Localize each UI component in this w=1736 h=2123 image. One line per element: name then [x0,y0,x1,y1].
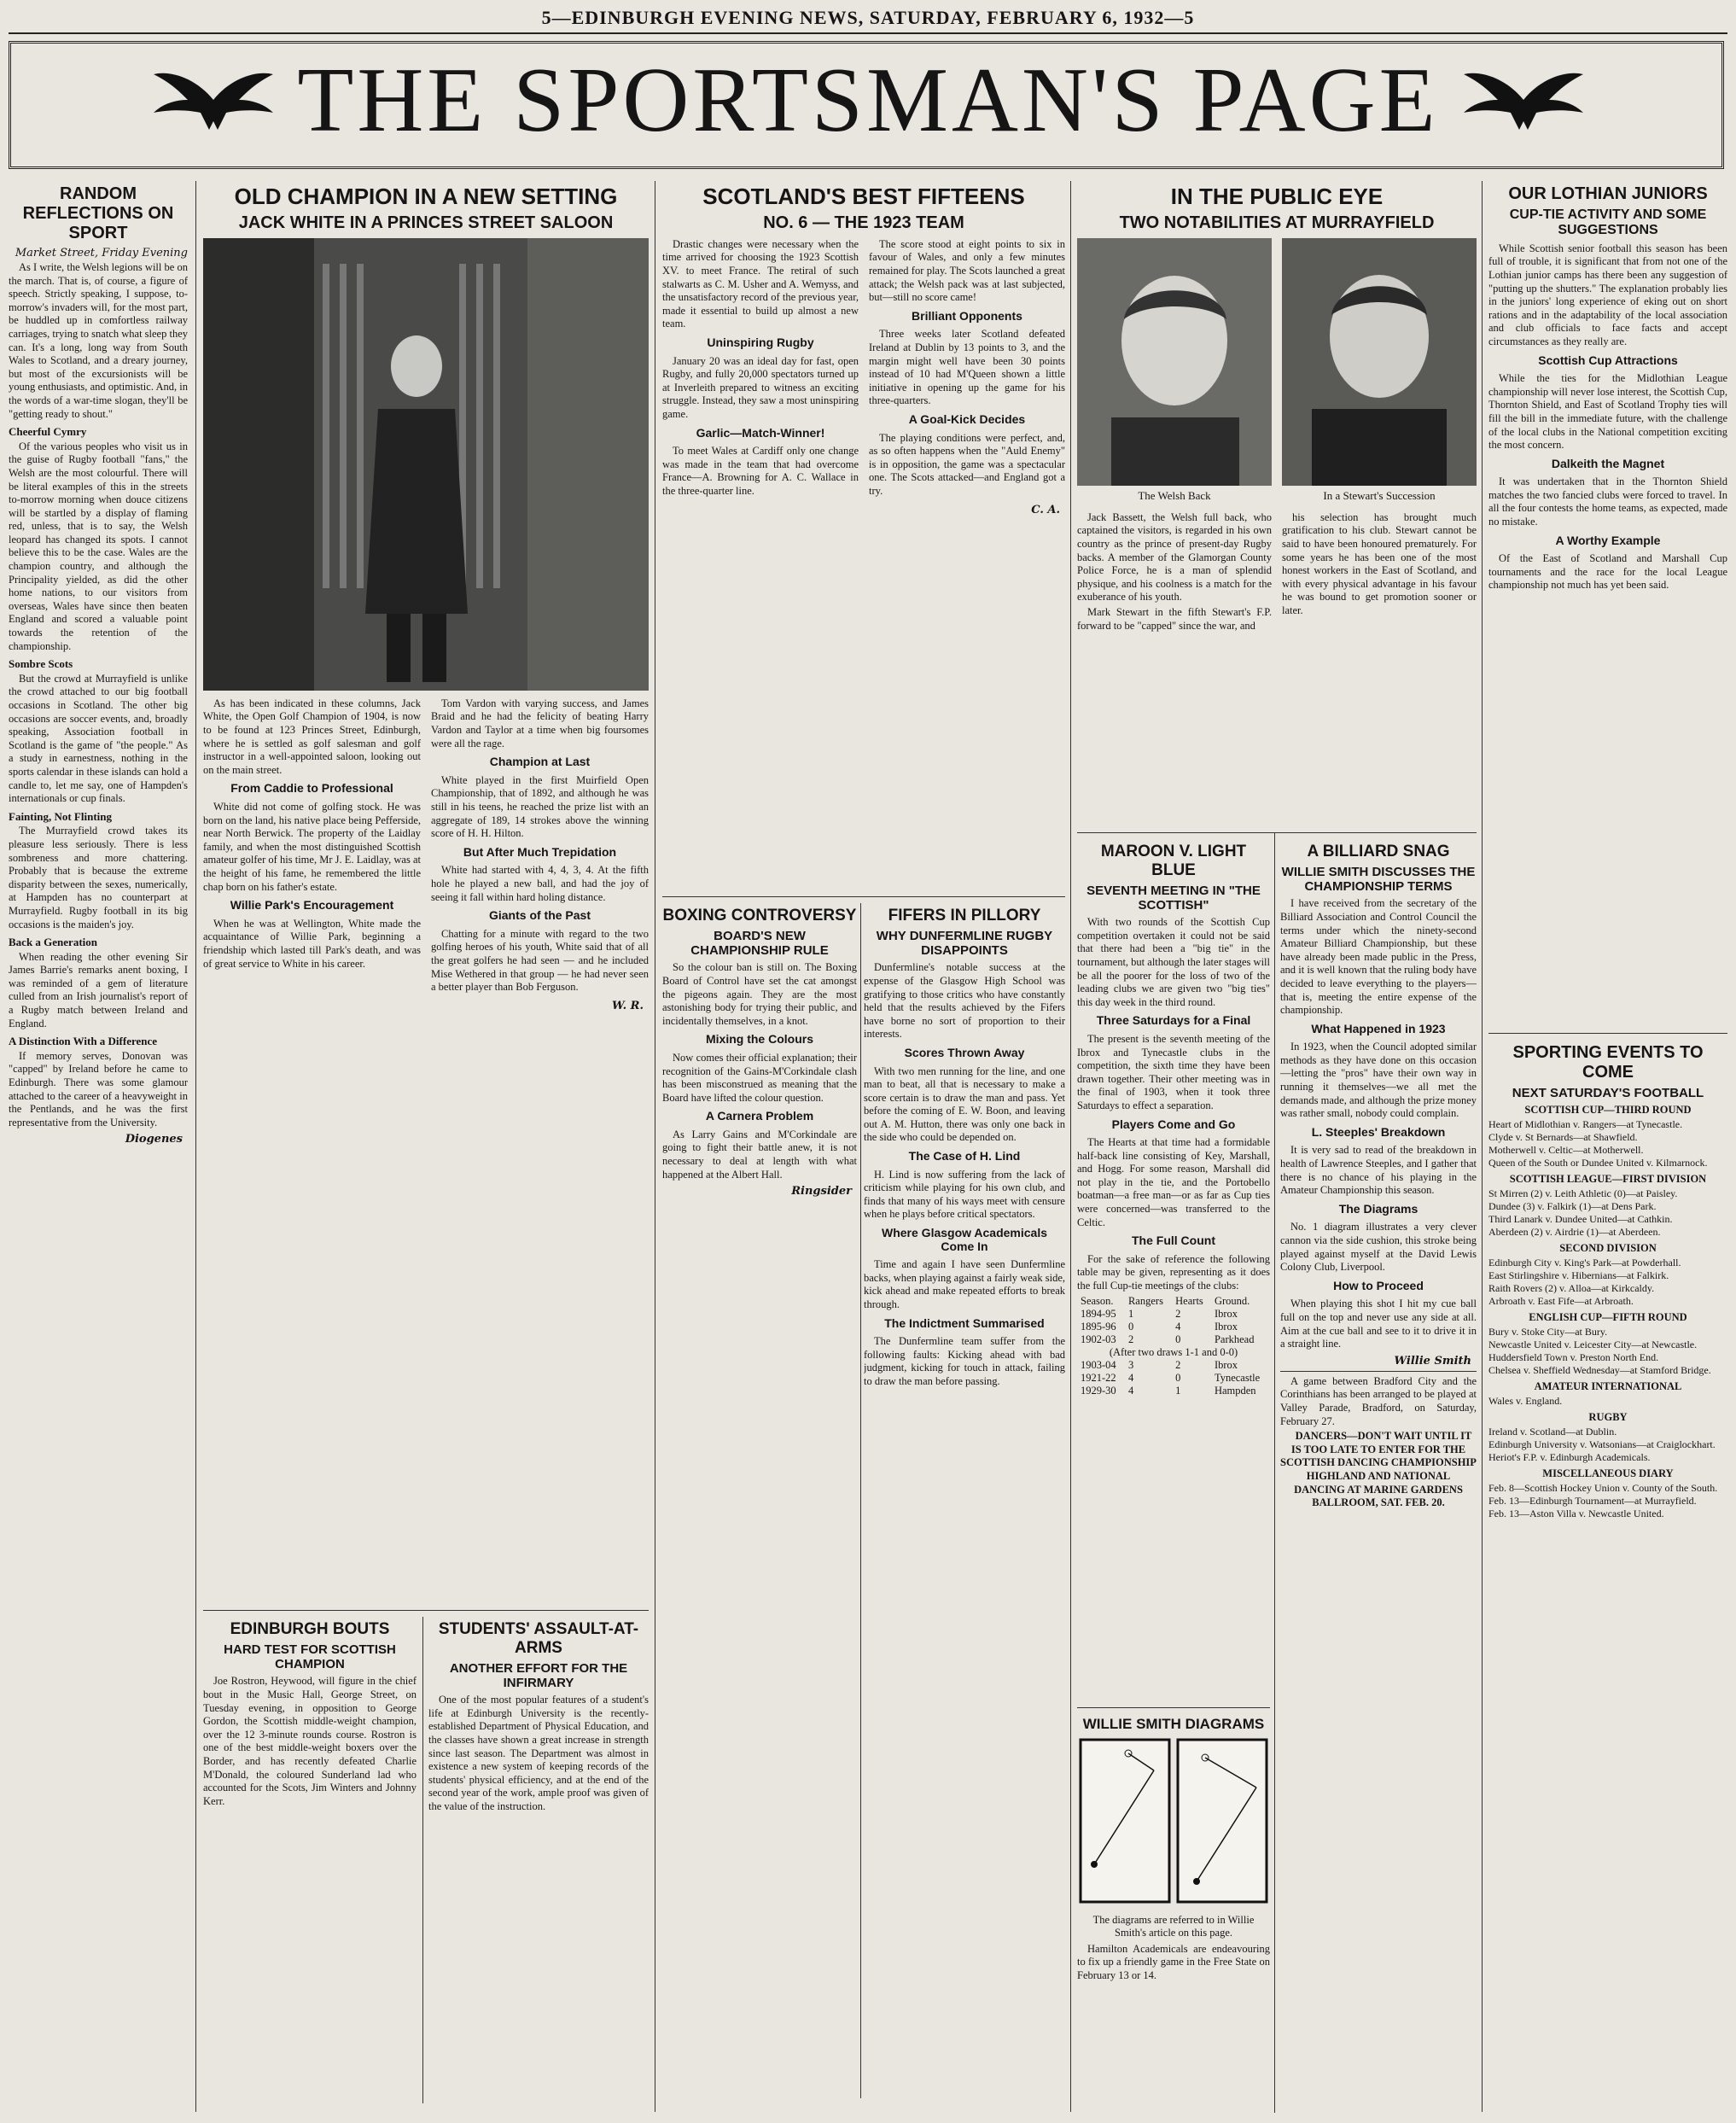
section-text: White played in the first Muirfield Open Championship, that of 1892, and although he was still in his teens, he reached the prize list with an aggregate of 189, 14 strokes above the winning score of H. H. Hilton. [431,773,649,840]
table-row [1077,1385,1270,1397]
section-title: The Indictment Summarised [884,1315,1045,1330]
fixtures-heading: RUGBY [1588,1411,1628,1424]
sporting-events-listing [1488,1040,1727,2107]
headline: A BILLIARD SNAG [1307,843,1450,860]
headline: SCOTLAND'S BEST FIFTEENS [702,184,1025,209]
table-cell: 3 [1127,1358,1134,1371]
section-text: As Larry Gains and M'Corkindale are going to fight their battle anew, it is not necessary to deal at length with what happened at the Albert Hall. [662,1128,857,1181]
table-cell: 0 [1175,1371,1181,1384]
dateline: Market Street, Friday Evening [15,247,188,260]
section-title: Where Glasgow Academicals Come In [882,1226,1047,1253]
section-text: To meet Wales at Cardiff only one change was made in the team that had overcome France—A. Browning for A. C. Wallace in the three-quarter line. [662,445,859,497]
stewart-photo [1282,238,1477,486]
list-item: Heriot's F.P. v. Edinburgh Academicals. [1488,1451,1651,1464]
fixtures-heading: SCOTTISH LEAGUE—FIRST DIVISION [1509,1173,1707,1186]
list-item: Edinburgh University v. Watsonians—at Craiglockhart. [1488,1438,1716,1451]
article-body [1077,916,1270,1292]
table-row [1077,1321,1270,1333]
list-item: Huddersfield Town v. Preston North End. [1488,1351,1659,1364]
table-row [1077,1359,1270,1372]
section-title: Mixing the Colours [706,1032,813,1047]
fixtures-heading: SCOTTISH CUP—THIRD ROUND [1524,1104,1692,1117]
section-title: Garlic—Match-Winner! [696,425,825,440]
table-header-row [1077,1295,1270,1308]
headline: FIFERS IN PILLORY [888,907,1041,924]
ad-text: DANCERS—DON'T WAIT UNTIL IT IS TOO LATE TO ENTER FOR THE SCOTTISH DANCING CHAMPIONSHIP HIGHLAND AND NATIONAL DANCING AT MARINE GARDENS BALLROOM, SAT. FEB. 20. [1280,1430,1477,1509]
article-best-fifteens [662,181,1065,889]
subheadline: HARD TEST FOR SCOTTISH CHAMPION [224,1642,396,1672]
section-text: It is very sad to read of the breakdown in health of Lawrence Steeples, and I gather that there is no chance of his playing in the Amateur Championship this season. [1280,1144,1477,1197]
section-text: The playing conditions were perfect, and, as so often happens when the "Auld Enemy" is in opposition, the game was a spectacular one. The Scots attacked—and England got a try. [869,431,1065,497]
table-cell: (After two draws 1-1 and 0-0) [1109,1345,1238,1358]
list-item: Ireland v. Scotland—at Dublin. [1488,1426,1617,1438]
byline: Willie Smith [1394,1354,1471,1368]
column-rule [860,903,861,2098]
photo-caption-text: As has been indicated in these columns, Jack White, the Open Golf Champion of 1904, is now to be found at 123 Princes Street, Edinburgh, where he is settled as golf salesman and golf instructor in a well-appointed saloon, looking out on the main street. [203,697,421,776]
photo-block-left [1077,238,1272,506]
photo-caption: In a Stewart's Succession [1323,488,1436,502]
table-cell: 2 [1175,1307,1181,1320]
diagram-caption: The diagrams are referred to in Willie Smith's article on this page. [1092,1913,1255,1939]
diagram-2-ball [1193,1878,1200,1885]
article-edinburgh-bouts [203,1617,417,2103]
diagram-2-table [1178,1740,1267,1902]
fixtures-heading: AMATEUR INTERNATIONAL [1534,1380,1682,1393]
list-item: Feb. 13—Edinburgh Tournament—at Murrayfield. [1488,1495,1697,1508]
headline: EDINBURGH BOUTS [230,1620,390,1638]
article-left-column [662,238,859,500]
subheadline: WHY DUNFERMLINE RUGBY DISAPPOINTS [876,928,1053,959]
page-folio: 5—EDINBURGH EVENING NEWS, SATURDAY, FEBRUARY 6, 1932—5 [541,7,1195,28]
section-text: Of the East of Scotland and Marshall Cup tournaments and the race for the local League championship not much has yet been said. [1488,552,1727,592]
list-item: Raith Rovers (2) v. Alloa—at Kirkcaldy. [1488,1282,1655,1295]
byline: C. A. [1031,503,1060,516]
table-cell: 1 [1175,1384,1181,1397]
headline: BOXING CONTROVERSY [662,907,857,924]
fixtures-heading: SECOND DIVISION [1559,1242,1657,1255]
intro-paragraph: As I write, the Welsh legions will be on the march. That is, of course, a figure of speech. Strictly speaking, I suppose, to-morrow's invaders will, for the most part, be huddled up in comfortless railway carriages, trying to snatch what sleep they can. It's a long, long way from South Wales to Scotland, and a dreary journey, but most of the excursionists will be young enthusiasts, and optimistic. And, in the words of a war-time slogan, they'll be "getting ready to shout." [9,261,188,420]
article-boxing-controversy [662,903,857,1885]
list-item: Newcastle United v. Leicester City—at Newcastle. [1488,1339,1698,1351]
list-item: Wales v. England. [1488,1395,1563,1408]
section-text: January 20 was an ideal day for fast, open Rugby, and fully 20,000 spectators turned up at Inverleith prepared to witness an exciting struggle. Instead, they saw a most uninspiring game. [662,354,859,421]
diagram-1-table [1081,1740,1169,1902]
article-lothian-juniors [1488,181,1727,1035]
article-students-assault [428,1617,649,2103]
jack-white-photo [203,238,649,691]
article-left-column [203,697,421,996]
section-title: How to Proceed [1333,1278,1424,1292]
photo-caption: The Welsh Back [1138,488,1211,502]
article-body [9,261,188,1129]
section-title: From Caddie to Professional [230,781,393,796]
article-text: his selection has brought much gratification to his club. Stewart cannot be said to have been honoured prematurely. For some years he has been one of the most honest workers in the East of Scotland, and with every physical advantage in his favour he was bound to get promotion sooner or later. [1282,510,1477,617]
notes [1280,1371,1477,1510]
note-text: A game between Bradford City and the Corinthians has been arranged to be played at Valley Parade, Bradford, on Saturday, February 27. [1280,1374,1477,1427]
article-right-column [869,238,1065,500]
section-rule [1077,832,1477,833]
section-text: The Murrayfield crowd takes its pleasure less seriously. There is less sombreness and more chattering. Probably that is because the extreme disparity between the sexes, numerically, at Hampden has no counterpart at Murrayfield. Rugby football in its big occasions is the maiden's joy. [9,825,188,930]
table-cell: Ibrox [1214,1307,1238,1320]
list-item: Dundee (3) v. Falkirk (1)—at Dens Park. [1488,1200,1657,1213]
section-text: Time and again I have seen Dunfermline backs, when playing against a fairly weak side, kick ahead and make repeated efforts to break through. [864,1258,1065,1310]
section-text: When playing this shot I hit my cue ball full on the top and never use any side at all. Aim at the cue ball and see to it to drive it in a straight line. [1280,1298,1477,1350]
section-rule [203,1610,649,1611]
photo-block-right [1282,238,1477,506]
subheadline: CUP-TIE ACTIVITY AND SOME SUGGESTIONS [1509,207,1707,238]
column-rule [195,181,196,2112]
section-text: White did not come of golfing stock. He was born on the land, his native place being Pefferside, near North Berwick. The property of the Laidlay family, and when the most distinguished Scottish amateur golfer of his time, Mr J. E. Laidlay, was at the height of his fame, he remembered the little chap born on his father's estate. [203,801,421,893]
subheadline: TWO NOTABILITIES AT MURRAYFIELD [1119,213,1435,232]
list-item: Aberdeen (2) v. Airdrie (1)—at Aberdeen. [1488,1226,1661,1239]
section-text: Chatting for a minute with regard to the two golfing heroes of his youth, White said that of all the great golfers he had seen — and he included Mise Wethered in that group — he had never seen a better player than Bob Ferguson. [431,927,649,994]
section-title: A Carnera Problem [705,1109,814,1123]
diagram-1-ball [1091,1861,1098,1868]
subheadline: ANOTHER EFFORT FOR THE INFIRMARY [449,1660,628,1690]
list-item: Queen of the South or Dundee United v. Kilmarnock. [1488,1157,1708,1169]
article-body [864,961,1065,1388]
section-title: Willie Park's Encouragement [230,898,394,913]
article-maroon-light-blue [1077,839,1270,1693]
subheadline: WILLIE SMITH DISCUSSES THE CHAMPIONSHIP TERMS [1281,864,1476,895]
fixtures-heading: ENGLISH CUP—FIFTH ROUND [1529,1311,1687,1324]
table-cell: 4 [1175,1320,1181,1333]
table-row [1077,1346,1270,1359]
fixtures-heading: MISCELLANEOUS DIARY [1542,1467,1674,1480]
section-text: No. 1 diagram illustrates a very clever cannon via the side cushion, this stroke being played against myself at the David Lewis Colony Club, Liverpool. [1280,1221,1477,1274]
table-cell: 1895-96 [1081,1320,1116,1333]
section-title: The Full Count [1132,1234,1215,1248]
masthead-title: THE SPORTSMAN'S PAGE [297,50,1439,151]
section-text: Of the various peoples who visit us in the guise of Rugby football "fans," the Welsh are the most colourful. There will be literal examples of this in the streets to-morrow morning when douce citizens will be startled by a display of flaming red, unless, that is to say, the Welsh leopard has changed its spots. I cannot believe this to be the case. Wales are the champion country, and although the Principality yielded, as did the other home nations, to our visitors from overseas, Wales have since then beaten England and scored a valuable point towards the retention of the championship. [9,440,188,652]
cup-meetings-table [1077,1295,1270,1397]
section-title: Giants of the Past [488,908,591,923]
headline: SPORTING EVENTS TO COME [1512,1043,1704,1082]
section-text: H. Lind is now suffering from the lack of criticism while playing for his own club, and finds that many of his ways meet with censure when he plays before critical spectators. [864,1168,1065,1221]
article-body [662,961,857,1181]
section-title: Sombre Scots [9,657,73,671]
article-public-eye [1077,181,1477,830]
intro-paragraph: I have received from the secretary of the Billiard Association and Control Council the terms under which the ninety-second Amateur Billiard Championship, but these have already been made public in the Press, and it is well known that the ruling body have decided to leave everything to the players—that is, meeting the entire expense of the championship. [1280,897,1477,1017]
section-title: Fainting, Not Flinting [9,809,112,823]
list-item: Bury v. Stoke City—at Bury. [1488,1326,1608,1339]
table-header: Hearts [1175,1294,1203,1307]
section-title: Uninspiring Rugby [707,335,814,350]
column-rule [1482,181,1483,2112]
table-cell: 0 [1175,1333,1181,1345]
section-text: The present is the seventh meeting of the Ibrox and Tynecastle clubs in the competition, the sixth time they have been drawn together. Their other meeting was in the final of 1903, when it took three Saturdays to effect a separation. [1077,1032,1270,1111]
note-text: Hamilton Academicals are endeavouring to fix up a friendly game in the Free State on February 13 or 14. [1077,1942,1270,1981]
article-text: Mark Stewart in the fifth Stewart's F.P. forward to be "capped" since the war, and [1077,606,1272,632]
continued-text: The score stood at eight points to six in favour of Wales, and only a few minutes remained for play. The Scots launched a great attack; the Welsh pack was at last subjected, but—still no score came! [869,237,1065,304]
intro-paragraph: While Scottish senior football this season has been full of trouble, it is significant that from not one of the Lothian junior camps has there been any suggestion of "putting up the shutters." The explanation probably lies in the juniors' long experience of eking out on short rations and in the adaptability of the local association and club officials to face facts and accept circumstances as they really are. [1488,242,1727,347]
table-header: Season. [1081,1294,1114,1307]
table-cell: 1894-95 [1081,1307,1116,1320]
section-text: For the sake of reference the following table may be given, representing as it does the full Cup-tie meetings of the clubs: [1077,1252,1270,1292]
fixtures-list [1488,1104,1727,1520]
headline: STUDENTS' ASSAULT-AT-ARMS [438,1620,639,1657]
column-random-reflections [9,181,188,2112]
table-row [1077,1372,1270,1385]
section-text: The Dunfermline team suffer from the following faults: Kicking ahead with bad judgment, kicking for touch in attack, failing to draw the man before passing. [864,1335,1065,1387]
headline: RANDOM REFLECTIONS ON SPORT [22,184,174,242]
table-cell: 2 [1127,1333,1134,1345]
table-cell: Ibrox [1214,1358,1238,1371]
signoff: Diogenes [125,1133,183,1146]
list-item: East Stirlingshire v. Hibernians—at Falkirk. [1488,1269,1669,1282]
section-text: White had started with 4, 4, 3, 4. At the fifth hole he played a new ball, and had the joy of seeing it fall within hard holing distance. [431,864,649,903]
section-title: The Case of H. Lind [908,1149,1021,1164]
section-text: When reading the other evening Sir James Barrie's remarks anent boxing, I was reminded of a gem of literature culled from an Irish journalist's report of a Rugby match between Ireland and England. [9,950,188,1029]
table-cell: 4 [1127,1384,1134,1397]
table-cell: 1929-30 [1081,1384,1116,1397]
list-item: Edinburgh City v. King's Park—at Powderhall. [1488,1257,1681,1269]
section-text: But the crowd at Murrayfield is unlike the crowd attached to our big football occasions in Scotland. The other big occasions are soccer events, and, broadly speaking, Association football in Scotland is the game of "the people." As a study in earnestness, nothing in the sports calendar in these islands can hold a candle to, let me say, one of Hampden's internationals or cup finals. [9,672,188,805]
section-title: Back a Generation [9,936,97,949]
table-cell: Parkhead [1214,1333,1255,1345]
column-rule [1274,832,1275,2113]
article-old-champion [203,181,649,1607]
table-cell: Hampden [1214,1384,1256,1397]
continued-text: Tom Vardon with varying success, and James Braid and he had the felicity of beating Harry Vardon and Taylor at a time when big foursomes were all the rage. [431,697,649,749]
section-title: Champion at Last [489,755,591,769]
subheadline: NO. 6 — THE 1923 TEAM [763,213,964,232]
intro-paragraph: With two rounds of the Scottish Cup competition overtaken it could not be said that there had been a "big tie" in the tournament, but although the later stages will be all the poorer for the loss of two of the leading clubs we are given two "big ties" this day week in the third round. [1077,916,1270,1008]
list-item: Third Lanark v. Dundee United—at Cathkin. [1488,1213,1673,1226]
article-left-column [1077,511,1272,634]
notes [1077,1943,1270,1983]
column-rule [422,1617,423,2103]
headline: MAROON V. LIGHT BLUE [1100,843,1247,879]
billiard-diagrams [1077,1736,1270,1907]
table-cell: 2 [1175,1358,1181,1371]
section-title: The Diagrams [1338,1201,1419,1216]
headline: IN THE PUBLIC EYE [1170,184,1384,209]
list-item: Arbroath v. East Fife—at Arbroath. [1488,1295,1634,1308]
table-cell: 1 [1127,1307,1134,1320]
byline: Ringsider [791,1185,852,1199]
section-text: The Hearts at that time had a formidable half-back line consisting of Key, Marshall, and Hogg. For some reason, Marshall did not play in the tie, and the Portobello boatman—a free man—or as far as Cup ties were concerned—was transferred to the Celtic. [1077,1136,1270,1228]
subheadline: NEXT SATURDAY'S FOOTBALL [1512,1086,1704,1100]
column-rule [1070,181,1071,2112]
section-text: Now comes their official explanation; their recognition of the Gains-M'Corkindale clash has been misconstrued as meaning that the Board have lifted the colour question. [662,1051,857,1104]
article-text: One of the most popular features of a student's life at Edinburgh University is the recently-established Department of Physical Education, and the classes have shown a great increase in strength since last season. The Department was almost in existence a new system of keeping records of the students' physical efficiency, and at the end of the second year of the work, ample proof was given of the value of the instruction. [428,1694,649,1812]
section-rule [662,896,1065,897]
list-item: Feb. 13—Aston Villa v. Newcastle United. [1488,1508,1664,1520]
intro-paragraph: Drastic changes were necessary when the time arrived for choosing the 1923 Scottish XV. to meet France. The retiral of such stalwarts as C. M. Usher and A. Wemyss, and the unsatisfactory record of the previous year, made it essential to build up almost a new team. [662,237,859,330]
folio-rule [9,32,1727,34]
byline: W. R. [612,999,644,1012]
table-cell: Ibrox [1214,1320,1238,1333]
list-item: Heart of Midlothian v. Rangers—at Tynecastle. [1488,1118,1683,1131]
list-item: Feb. 8—Scottish Hockey Union v. County of the South. [1488,1482,1718,1495]
table-cell: 0 [1127,1320,1134,1333]
section-text: Three weeks later Scotland defeated Ireland at Dublin by 13 points to 3, and the margin might well have been 30 points instead of 10 had M'Queen shown a little initiative in opening up the game for his three-quarters. [869,328,1065,407]
list-item: Chelsea v. Sheffield Wednesday—at Stamford Bridge. [1488,1364,1711,1377]
section-title: Scores Thrown Away [904,1045,1025,1059]
list-item: St Mirren (2) v. Leith Athletic (0)—at Paisley. [1488,1187,1678,1200]
table-cell: Tynecastle [1214,1371,1261,1384]
section-rule [1077,1707,1270,1708]
section-title: Players Come and Go [1111,1117,1236,1131]
article-fifers-pillory [864,903,1065,2098]
article-body [203,1675,417,1808]
section-title: But After Much Trepidation [463,844,617,859]
table-row [1077,1333,1270,1346]
article-right-column [431,697,649,996]
article-billiard-snag [1280,839,1477,2111]
section-text: While the ties for the Midlothian League championship will never lose interest, the Scottish Cup, Thornton Shield, and East of Scotland Trophy ties will fill the bill in the immediate future, with the challenge of the local clubs in the National competition exciting the most concern. [1488,372,1727,452]
section-title: A Worthy Example [1555,533,1661,547]
headline: WILLIE SMITH DIAGRAMS [1082,1716,1265,1732]
headline: OLD CHAMPION IN A NEW SETTING [234,184,618,209]
article-text: Joe Rostron, Heywood, will figure in the chief bout in the Music Hall, George Street, on Tuesday evening, in opposition to George Gordon, the Scottish middle-weight champion, over the 12 3-minute rounds course. Rostron is one of the best middle-weight boxers over the Border, and has recently defeated Charlie M'Donald, the coloured Sunderland lad who accounted for the Scots, Jim Winters and Johnny Kerr. [203,1675,417,1807]
article-text: Jack Bassett, the Welsh full back, who captained the visitors, is regarded in his own country as the prince of present-day Rugby backs. A member of the Glamorgan County Police Force, he is a man of splendid physique, and his coolness is a match for the exuberance of his youth. [1077,510,1272,604]
section-title: Brilliant Opponents [912,308,1022,323]
section-title: Dalkeith the Magnet [1551,456,1665,470]
section-title: Scottish Cup Attractions [1538,353,1678,367]
table-cell: 4 [1127,1371,1134,1384]
article-body [1488,242,1727,592]
table-row [1077,1308,1270,1321]
article-body [428,1694,649,1813]
list-item: Motherwell v. Celtic—at Motherwell. [1488,1144,1644,1157]
section-text: With two men running for the line, and one man to beat, all that is necessary to make a score certain is to draw the man and pass. Yet before the coming of E. W. Boon, and leaving out A. M. Hutton, there was only one back in the side who could be depended on. [864,1064,1065,1144]
table-cell: 1921-22 [1081,1371,1116,1384]
list-item: Clyde v. St Bernards—at Shawfield. [1488,1131,1638,1144]
diagrams-block [1077,1712,1270,2105]
subheadline: BOARD'S NEW CHAMPIONSHIP RULE [690,928,829,959]
section-title: A Goal-Kick Decides [908,412,1026,427]
section-title: L. Steeples' Breakdown [1311,1124,1446,1139]
intro-paragraph: So the colour ban is still on. The Boxing Board of Control have set the cat amongst the pigeons again. They are the most astonishing body for trying their public, and incidentally themselves, in a knot. [662,961,857,1027]
section-rule [1488,1033,1727,1034]
table-header: Ground. [1214,1294,1250,1307]
section-text: If memory serves, Donovan was "capped" by Ireland before he came to Edinburgh. There was some glamour attached to the career of a heavyweight in the Pentlands, and he was the first representative from the University. [9,1049,188,1129]
section-text: In 1923, when the Council adopted similar methods as they have done on this occasion—letting the "pros" have their own way in running it themselves—we all met the demands made, and although the prize money was rather small, nobody could complain. [1280,1041,1477,1120]
subheadline: SEVENTH MEETING IN "THE SCOTTISH" [1086,883,1261,913]
section-text: It was undertaken that in the Thornton Shield matches the two fancied clubs were forced to travel. In all the four contests the home teams, as expected, made no mistake. [1488,475,1727,528]
section-title: What Happened in 1923 [1311,1021,1446,1035]
table-cell: 1902-03 [1081,1333,1116,1345]
table-header: Rangers [1127,1294,1163,1307]
section-text: When he was at Wellington, White made the acquaintance of Willie Park, beginning a friendship which lasted till Park's death, and was of great service to White in his career. [203,917,421,970]
section-title: Cheerful Cymry [9,425,87,439]
article-body [1280,897,1477,1350]
section-title: Three Saturdays for a Final [1096,1013,1251,1028]
article-right-column [1282,511,1477,634]
intro-paragraph: Dunfermline's notable success at the expense of the Glasgow High School was gratifying to those critics who have constantly held that the results achieved by the Fifers have borne no sort of proportion to their interests. [864,961,1065,1041]
welsh-back-photo [1077,238,1272,486]
subheadline: JACK WHITE IN A PRINCES STREET SALOON [238,213,614,232]
headline: OUR LOTHIAN JUNIORS [1508,184,1708,203]
table-cell: 1903-04 [1081,1358,1116,1371]
section-title: A Distinction With a Difference [9,1035,158,1048]
